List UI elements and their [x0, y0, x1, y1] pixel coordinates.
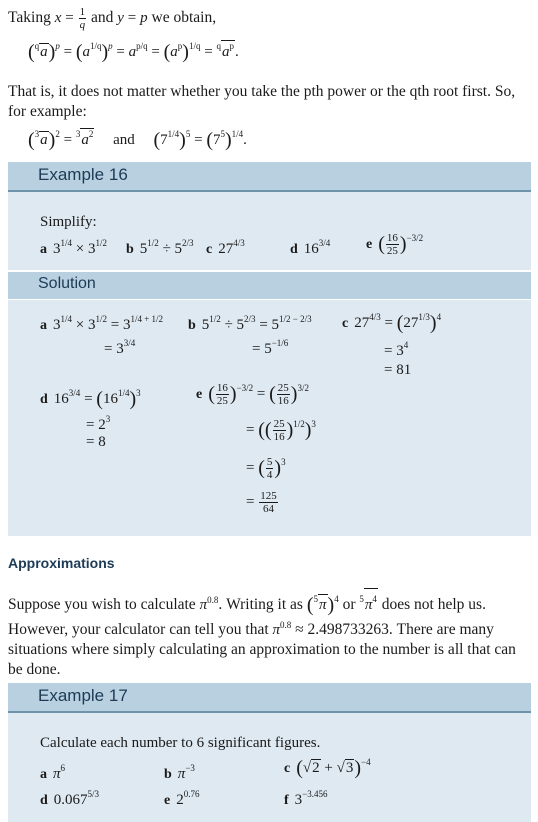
solution-a-1: a $3^{1/4} \times 3^{1/2} = 3^{1/4 + 1/2}$: [40, 314, 164, 333]
solution-e-3: = ( $\frac{5}{4}$ )$^3$: [246, 456, 286, 481]
example17-header: [8, 683, 531, 713]
intro-text-and: and: [90, 9, 114, 27]
example17-item-f: f $3^{-3.456}$: [284, 789, 328, 808]
example17-item-b: b $\pi^{-3}$: [164, 763, 195, 782]
solution-a-2: = $3^{3/4}$: [104, 338, 136, 357]
approximations-paragraph: Suppose you wish to calculate $\pi^{0.8}$. Writing it as $(^5\pi)^4$ or $^5\pi^4$ does not help us. However, your calculator can tell you that $\pi^{0.8} \approx 2.498733263$. There are many situations where simply calculating an approximation to the number is all that can be done.: [8, 588, 530, 680]
example17-item-d: d $0.067^{5/3}$: [40, 789, 100, 808]
intro-text-taking: Taking: [8, 9, 51, 27]
solution-b-2: = $5^{-1/6}$: [252, 338, 289, 357]
example16-item-c: c $27^{4/3}$: [206, 238, 245, 257]
solution-c-2: = $3^4$: [384, 340, 409, 359]
example16-item-a: a $3^{1/4} \times 3^{1/2}$: [40, 238, 107, 257]
solution-body: [8, 300, 531, 536]
approximations-heading: Approximations: [8, 555, 115, 571]
solution-e-4: = $\frac{125}{64}$: [246, 490, 277, 515]
solution-e-1: e ( $\frac{16}{25}$ )$^{-3/2}$ = ( $\frac{25}{16}$ )$^{3/2}$: [196, 382, 309, 407]
example16-item-b: b $5^{1/2} \div 5^{2/3}$: [126, 238, 194, 257]
solution-d-1: d $16^{3/4} = (16^{1/4})^3$: [40, 388, 141, 410]
example16-body: [8, 192, 531, 270]
example16-header: [8, 162, 531, 192]
example17-title: Example 17: [38, 686, 128, 705]
solution-c-3: = 81: [384, 362, 412, 378]
example16-item-d: d $16^{3/4}$: [290, 238, 331, 257]
example16-prompt: Simplify:: [40, 214, 97, 230]
solution-d-2: = $2^3$: [86, 414, 111, 433]
solution-e-2: = (( $\frac{25}{16}$ )$^{1/2}$)$^3$: [246, 418, 316, 443]
intro-text-obtain: we obtain,: [151, 9, 217, 27]
example16-title: Example 16: [38, 165, 128, 184]
example16-item-e: e ( $\frac{16}{25}$ )$^{-3/2}$: [366, 232, 424, 257]
solution-header: [8, 272, 531, 299]
example17-item-c: c $(√2 + √3)^{-4}$: [284, 757, 371, 779]
example17-prompt: Calculate each number to 6 significant figures.: [40, 735, 321, 751]
solution-b-1: b $5^{1/2} \div 5^{2/3} = 5^{1/2 - 2/3}$: [188, 314, 312, 333]
example17-item-e: e $2^{0.76}$: [164, 789, 200, 808]
solution-title: Solution: [38, 275, 96, 292]
intro-and-word: and: [113, 132, 135, 148]
example17-body: [8, 713, 531, 822]
intro-paragraph: That is, it does not matter whether you take the pth power or the qth root first. So, for example:: [8, 83, 516, 120]
example17-item-a: a $\pi^6$: [40, 763, 66, 782]
solution-d-3: = 8: [86, 434, 106, 450]
intro-equation: $(^qa)^p = (a^{1/q})^p = a^{p/q} = (a^p)^{1/q} = ^qa^p$.: [28, 41, 239, 63]
intro-line-1: Taking x = $\frac{1}{q}$ and y = p we obtain,: [8, 6, 217, 31]
solution-c-1: c $27^{4/3} = (27^{1/3})^4$: [342, 312, 442, 334]
approx-value: 2.498733263: [307, 621, 389, 639]
intro-example-line: $(^3a)^2 = ^3a^2$ and $(7^{1/4})^5 = (7^5)^{1/4}$.: [28, 129, 247, 151]
